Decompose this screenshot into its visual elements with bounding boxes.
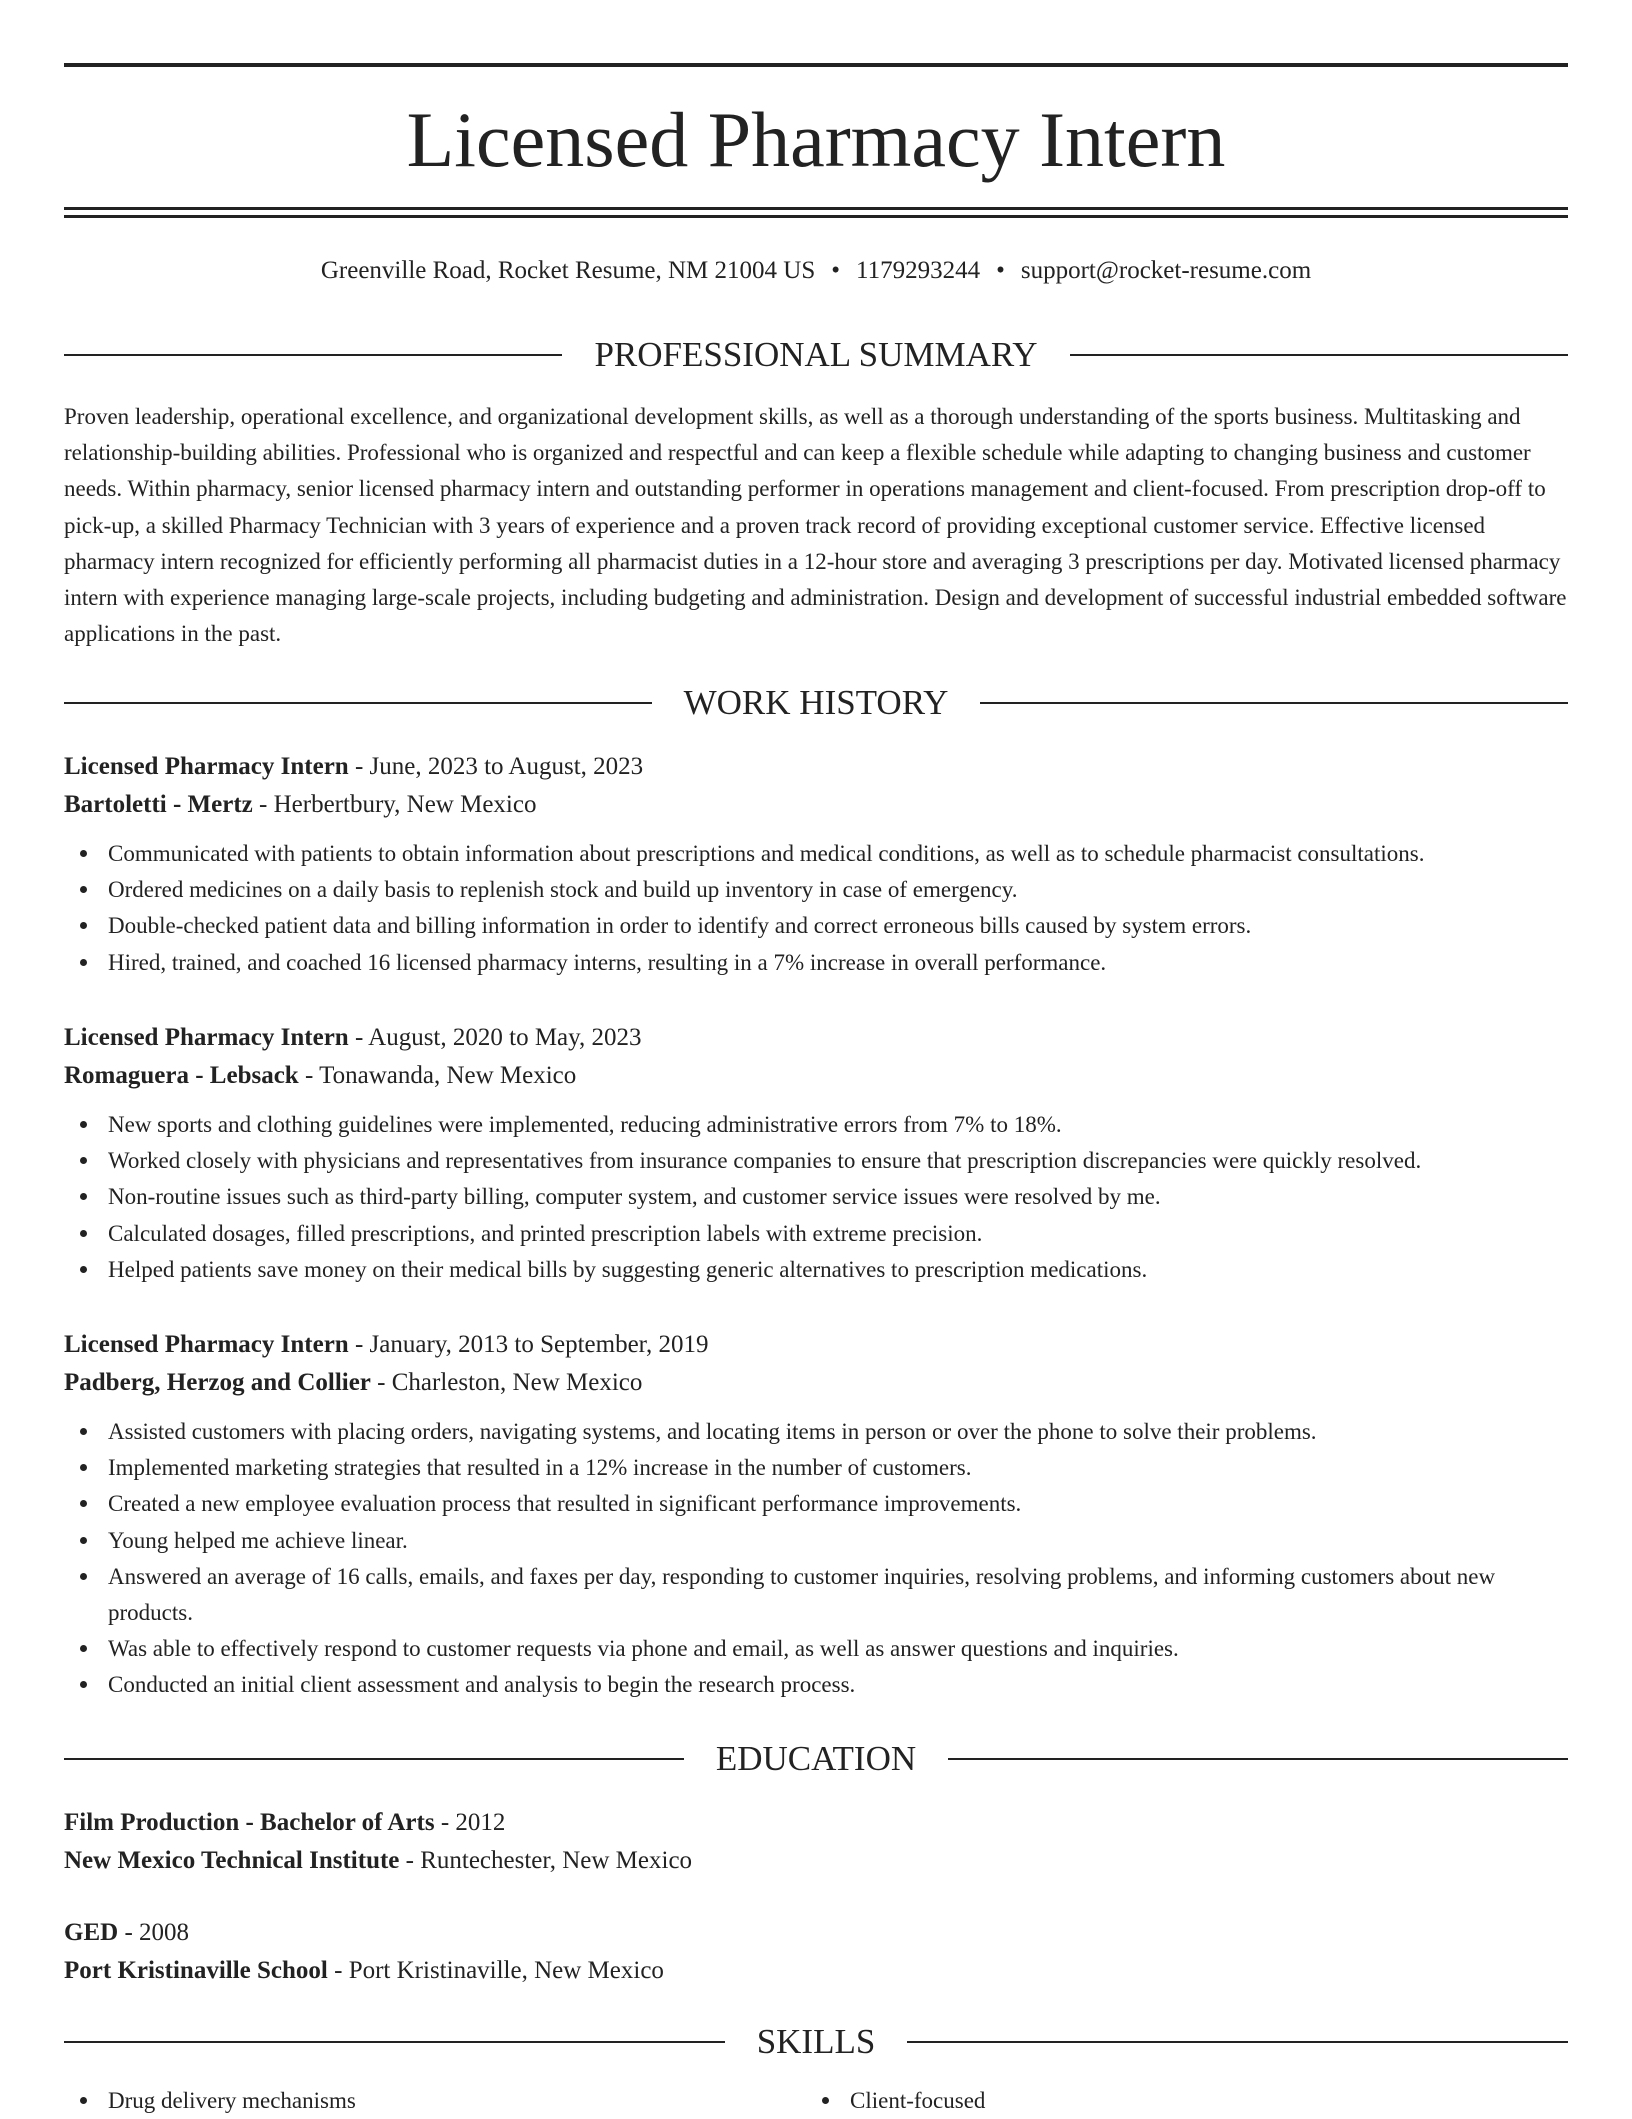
education-degree: GED — [64, 1919, 119, 1946]
job-bullet: Answered an average of 16 calls, emails, and faxes per day, responding to customer inquiries, resolving problems, and informing customers about new products. — [64, 1559, 1568, 1631]
job-company-line — [64, 1057, 1568, 1095]
education-heading — [64, 1737, 1568, 1781]
job-bullet: Calculated dosages, filled prescriptions, and printed prescription labels with extreme precision. — [64, 1216, 1568, 1252]
education-entry — [64, 1914, 1568, 1990]
heading-rule-right — [907, 2041, 1568, 2043]
education-school-line — [64, 1952, 1568, 1990]
job-dates: - August, 2020 to May, 2023 — [348, 1024, 642, 1051]
job-company-line — [64, 1364, 1568, 1402]
contact-address: Greenville Road, Rocket Resume, NM 21004 US — [320, 257, 816, 284]
job-company: Romaguera - Lebsack — [64, 1062, 299, 1089]
skills-list — [64, 2083, 1568, 2119]
education-school: New Mexico Technical Institute — [64, 1847, 400, 1874]
job-bullet: Non-routine issues such as third-party billing, computer system, and customer service issues were resolved by me. — [64, 1179, 1568, 1215]
heading-rule-right — [1070, 354, 1568, 356]
skill-item: Client-focused — [806, 2083, 1548, 2119]
heading-rule-left — [64, 2041, 725, 2043]
job-company-line — [64, 786, 1568, 824]
job-location: - Herbertbury, New Mexico — [252, 791, 537, 818]
education-school-line — [64, 1842, 1568, 1880]
education-location: - Runtechester, New Mexico — [399, 1847, 693, 1874]
job-bullet: Conducted an initial client assessment and analysis to begin the research process. — [64, 1667, 1568, 1703]
education-year: - 2008 — [118, 1919, 190, 1946]
job-bullet: Created a new employee evaluation process that resulted in significant performance improvements. — [64, 1486, 1568, 1522]
work-history-heading-label: WORK HISTORY — [683, 683, 949, 722]
job-bullets — [64, 1414, 1568, 1704]
heading-rule-left — [64, 354, 562, 356]
job-location: - Charleston, New Mexico — [370, 1369, 643, 1396]
skills-column-right — [806, 2083, 1548, 2119]
job-bullets — [64, 1107, 1568, 1288]
education-year: - 2012 — [434, 1809, 506, 1836]
top-rule — [64, 63, 1568, 67]
contact-separator: • — [996, 257, 1005, 284]
job-title-line — [64, 1019, 1568, 1057]
education-degree-line — [64, 1914, 1568, 1952]
job-title: Licensed Pharmacy Intern — [64, 1331, 349, 1358]
job-title: Licensed Pharmacy Intern — [64, 753, 349, 780]
job-entry — [64, 748, 1568, 981]
job-bullet: Communicated with patients to obtain information about prescriptions and medical conditions, as well as to schedule pharmacist consultations. — [64, 836, 1568, 872]
job-bullet: Double-checked patient data and billing information in order to identify and correct erroneous bills caused by system errors. — [64, 908, 1568, 944]
job-bullet: Hired, trained, and coached 16 licensed pharmacy interns, resulting in a 7% increase in overall performance. — [64, 945, 1568, 981]
job-title: Licensed Pharmacy Intern — [64, 1024, 349, 1051]
contact-phone: 1179293244 — [856, 257, 981, 284]
contact-separator: • — [831, 257, 840, 284]
job-bullet: Helped patients save money on their medical bills by suggesting generic alternatives to prescription medications. — [64, 1252, 1568, 1288]
job-bullet: Worked closely with physicians and representatives from insurance companies to ensure that prescription discrepancies were quickly resolved. — [64, 1143, 1568, 1179]
job-bullets — [64, 836, 1568, 981]
resume-title: Licensed Pharmacy Intern — [406, 96, 1226, 183]
education-degree: Film Production - Bachelor of Arts — [64, 1809, 435, 1836]
education-heading-label: EDUCATION — [715, 1739, 917, 1778]
skills-column-left — [64, 2083, 806, 2119]
title-double-rule — [64, 207, 1568, 218]
summary-text: Proven leadership, operational excellence, and organizational development skills, as well as a thorough understanding of the sports business. Multitasking and relationship-building abilities. Professional who is organized and respectful and can keep a flexible schedule while adapting to changing business and customer needs. Within pharmacy, senior licensed pharmacy intern and outstanding performer in operations management and client-focused. From prescription drop-off to pick-up, a skilled Pharmacy Technician with 3 years of experience and a proven track record of providing exceptional customer service. Effective licensed pharmacy intern recognized for efficiently performing all pharmacist duties in a 12-hour store and averaging 3 prescriptions per day. Motivated licensed pharmacy intern with experience managing large-scale projects, including budgeting and administration. Design and development of successful industrial embedded software applications in the past. — [64, 404, 1567, 647]
education-location: - Port Kristinaville, New Mexico — [327, 1957, 664, 1984]
job-location: - Tonawanda, New Mexico — [298, 1062, 577, 1089]
skills-heading — [64, 2020, 1568, 2064]
education-school: Port Kristinaville School — [64, 1957, 328, 1984]
job-title-line — [64, 748, 1568, 786]
skill-item: Drug delivery mechanisms — [64, 2083, 806, 2119]
job-company: Bartoletti - Mertz — [64, 791, 253, 818]
job-entry — [64, 1019, 1568, 1288]
heading-rule-right — [948, 1758, 1568, 1760]
contact-line — [64, 253, 1568, 289]
job-bullet: Implemented marketing strategies that resulted in a 12% increase in the number of customers. — [64, 1450, 1568, 1486]
job-dates: - January, 2013 to September, 2019 — [348, 1331, 709, 1358]
work-history-heading — [64, 681, 1568, 725]
skills-heading-label: SKILLS — [756, 2022, 876, 2061]
education-degree-line — [64, 1804, 1568, 1842]
contact-email: support@rocket-resume.com — [1020, 257, 1312, 284]
job-entry — [64, 1326, 1568, 1704]
education-entry — [64, 1804, 1568, 1880]
heading-rule-left — [64, 1758, 684, 1760]
heading-rule-right — [980, 702, 1568, 704]
summary-heading — [64, 333, 1568, 377]
heading-rule-left — [64, 702, 652, 704]
job-bullet: Young helped me achieve linear. — [64, 1523, 1568, 1559]
job-bullet: Assisted customers with placing orders, navigating systems, and locating items in person or over the phone to solve their problems. — [64, 1414, 1568, 1450]
job-bullet: Was able to effectively respond to customer requests via phone and email, as well as answer questions and inquiries. — [64, 1631, 1568, 1667]
job-title-line — [64, 1326, 1568, 1364]
job-bullet: Ordered medicines on a daily basis to replenish stock and build up inventory in case of emergency. — [64, 872, 1568, 908]
job-company: Padberg, Herzog and Collier — [64, 1369, 371, 1396]
job-bullet: New sports and clothing guidelines were implemented, reducing administrative errors from 7% to 18%. — [64, 1107, 1568, 1143]
summary-heading-label: PROFESSIONAL SUMMARY — [594, 335, 1038, 374]
job-dates: - June, 2023 to August, 2023 — [348, 753, 644, 780]
